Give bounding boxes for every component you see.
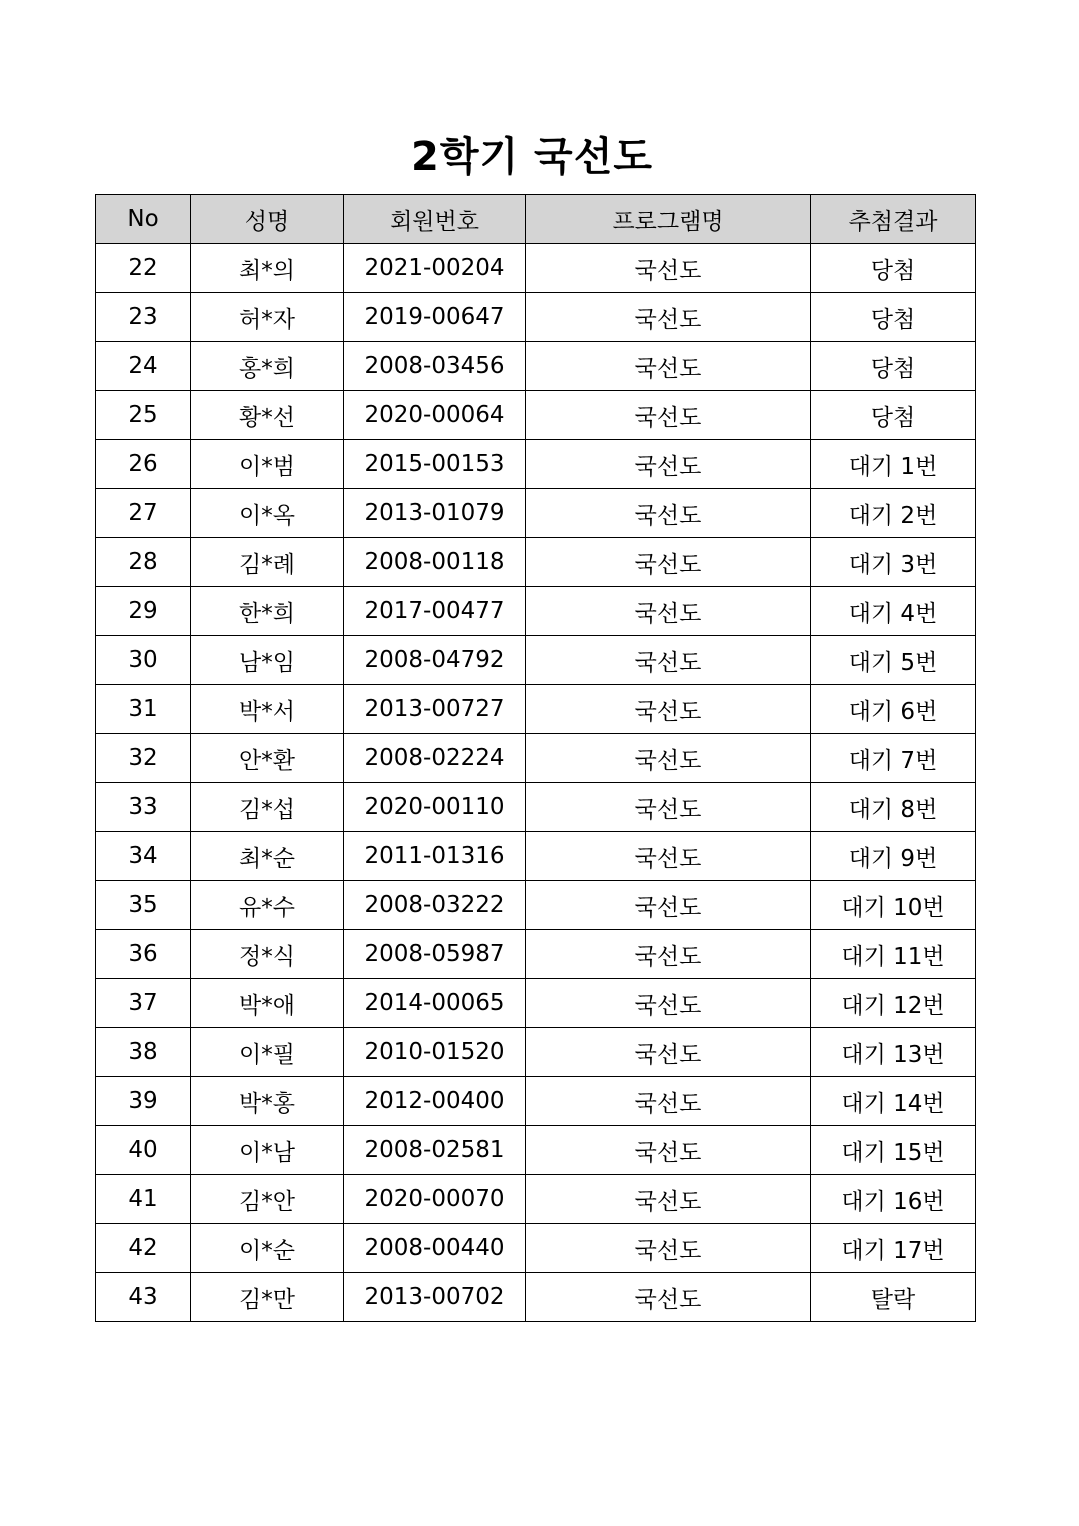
cell-member-number: 2008-00118 (344, 538, 526, 587)
table-row (96, 1224, 976, 1273)
table-row (96, 881, 976, 930)
cell-no: 28 (96, 538, 191, 587)
cell-no: 33 (96, 783, 191, 832)
cell-member-number: 2008-00440 (344, 1224, 526, 1273)
cell-member-number: 2008-03456 (344, 342, 526, 391)
cell-member-number: 2015-00153 (344, 440, 526, 489)
cell-member-number: 2012-00400 (344, 1077, 526, 1126)
cell-no: 32 (96, 734, 191, 783)
cell-draw-result: 대기 3번 (811, 538, 976, 587)
cell-member-number: 2019-00647 (344, 293, 526, 342)
cell-program-name: 국선도 (526, 587, 811, 636)
cell-draw-result: 당첨 (811, 391, 976, 440)
table-row (96, 636, 976, 685)
table-row (96, 538, 976, 587)
lottery-results-table (95, 194, 976, 1322)
table-row (96, 244, 976, 293)
cell-draw-result: 대기 14번 (811, 1077, 976, 1126)
cell-member-number: 2021-00204 (344, 244, 526, 293)
cell-program-name: 국선도 (526, 391, 811, 440)
cell-name: 황*선 (191, 391, 344, 440)
table-row (96, 391, 976, 440)
table-row (96, 979, 976, 1028)
table-row (96, 1028, 976, 1077)
table-row (96, 440, 976, 489)
cell-program-name: 국선도 (526, 783, 811, 832)
cell-member-number: 2008-05987 (344, 930, 526, 979)
cell-name: 이*남 (191, 1126, 344, 1175)
cell-name: 최*순 (191, 832, 344, 881)
header-program-name: 프로그램명 (526, 195, 811, 244)
cell-name: 이*필 (191, 1028, 344, 1077)
cell-program-name: 국선도 (526, 1175, 811, 1224)
cell-draw-result: 대기 16번 (811, 1175, 976, 1224)
table-row (96, 342, 976, 391)
cell-name: 유*수 (191, 881, 344, 930)
cell-draw-result: 대기 15번 (811, 1126, 976, 1175)
cell-program-name: 국선도 (526, 636, 811, 685)
cell-name: 김*섭 (191, 783, 344, 832)
table-row (96, 293, 976, 342)
cell-member-number: 2013-00702 (344, 1273, 526, 1322)
cell-program-name: 국선도 (526, 244, 811, 293)
cell-draw-result: 대기 8번 (811, 783, 976, 832)
cell-member-number: 2008-02224 (344, 734, 526, 783)
table-row (96, 1077, 976, 1126)
cell-draw-result: 대기 11번 (811, 930, 976, 979)
cell-no: 35 (96, 881, 191, 930)
cell-name: 이*범 (191, 440, 344, 489)
cell-no: 41 (96, 1175, 191, 1224)
cell-member-number: 2020-00110 (344, 783, 526, 832)
table-row (96, 1175, 976, 1224)
cell-no: 27 (96, 489, 191, 538)
cell-program-name: 국선도 (526, 832, 811, 881)
cell-draw-result: 대기 13번 (811, 1028, 976, 1077)
cell-program-name: 국선도 (526, 1224, 811, 1273)
cell-program-name: 국선도 (526, 734, 811, 783)
cell-no: 23 (96, 293, 191, 342)
cell-member-number: 2008-03222 (344, 881, 526, 930)
cell-member-number: 2013-01079 (344, 489, 526, 538)
cell-draw-result: 대기 1번 (811, 440, 976, 489)
cell-no: 42 (96, 1224, 191, 1273)
table-row (96, 783, 976, 832)
table-body (96, 244, 976, 1322)
cell-program-name: 국선도 (526, 1126, 811, 1175)
cell-name: 박*홍 (191, 1077, 344, 1126)
header-member-number: 회원번호 (344, 195, 526, 244)
cell-program-name: 국선도 (526, 342, 811, 391)
cell-draw-result: 대기 10번 (811, 881, 976, 930)
cell-member-number: 2008-04792 (344, 636, 526, 685)
table-header-row (96, 195, 976, 244)
cell-member-number: 2010-01520 (344, 1028, 526, 1077)
cell-no: 31 (96, 685, 191, 734)
cell-draw-result: 당첨 (811, 293, 976, 342)
cell-no: 29 (96, 587, 191, 636)
cell-program-name: 국선도 (526, 1028, 811, 1077)
cell-draw-result: 당첨 (811, 342, 976, 391)
header-name: 성명 (191, 195, 344, 244)
cell-draw-result: 탈락 (811, 1273, 976, 1322)
cell-draw-result: 당첨 (811, 244, 976, 293)
cell-name: 한*희 (191, 587, 344, 636)
cell-name: 홍*희 (191, 342, 344, 391)
cell-draw-result: 대기 2번 (811, 489, 976, 538)
cell-draw-result: 대기 7번 (811, 734, 976, 783)
header-no: No (96, 195, 191, 244)
cell-name: 김*안 (191, 1175, 344, 1224)
cell-program-name: 국선도 (526, 1077, 811, 1126)
cell-name: 김*만 (191, 1273, 344, 1322)
cell-draw-result: 대기 5번 (811, 636, 976, 685)
cell-name: 김*례 (191, 538, 344, 587)
cell-no: 40 (96, 1126, 191, 1175)
cell-program-name: 국선도 (526, 440, 811, 489)
cell-member-number: 2020-00064 (344, 391, 526, 440)
cell-no: 26 (96, 440, 191, 489)
page-title: 2학기 국선도 (411, 133, 653, 180)
cell-member-number: 2020-00070 (344, 1175, 526, 1224)
table-row (96, 685, 976, 734)
cell-program-name: 국선도 (526, 489, 811, 538)
cell-member-number: 2008-02581 (344, 1126, 526, 1175)
header-draw-result: 추첨결과 (811, 195, 976, 244)
cell-program-name: 국선도 (526, 1273, 811, 1322)
cell-name: 최*의 (191, 244, 344, 293)
cell-name: 박*서 (191, 685, 344, 734)
cell-draw-result: 대기 4번 (811, 587, 976, 636)
cell-member-number: 2014-00065 (344, 979, 526, 1028)
cell-no: 24 (96, 342, 191, 391)
table-row (96, 489, 976, 538)
cell-no: 43 (96, 1273, 191, 1322)
table-row (96, 1126, 976, 1175)
cell-name: 박*애 (191, 979, 344, 1028)
cell-no: 25 (96, 391, 191, 440)
table-row (96, 832, 976, 881)
cell-no: 38 (96, 1028, 191, 1077)
cell-program-name: 국선도 (526, 293, 811, 342)
cell-name: 이*옥 (191, 489, 344, 538)
cell-draw-result: 대기 12번 (811, 979, 976, 1028)
cell-no: 22 (96, 244, 191, 293)
cell-program-name: 국선도 (526, 538, 811, 587)
cell-no: 37 (96, 979, 191, 1028)
cell-no: 30 (96, 636, 191, 685)
cell-name: 허*자 (191, 293, 344, 342)
cell-name: 이*순 (191, 1224, 344, 1273)
cell-name: 안*환 (191, 734, 344, 783)
cell-draw-result: 대기 6번 (811, 685, 976, 734)
cell-no: 36 (96, 930, 191, 979)
cell-no: 39 (96, 1077, 191, 1126)
cell-draw-result: 대기 17번 (811, 1224, 976, 1273)
cell-draw-result: 대기 9번 (811, 832, 976, 881)
cell-member-number: 2013-00727 (344, 685, 526, 734)
table-row (96, 1273, 976, 1322)
table-row (96, 930, 976, 979)
cell-name: 남*임 (191, 636, 344, 685)
cell-member-number: 2017-00477 (344, 587, 526, 636)
cell-program-name: 국선도 (526, 930, 811, 979)
table-row (96, 734, 976, 783)
cell-program-name: 국선도 (526, 979, 811, 1028)
cell-member-number: 2011-01316 (344, 832, 526, 881)
table-row (96, 587, 976, 636)
cell-program-name: 국선도 (526, 881, 811, 930)
cell-name: 정*식 (191, 930, 344, 979)
cell-program-name: 국선도 (526, 685, 811, 734)
cell-no: 34 (96, 832, 191, 881)
